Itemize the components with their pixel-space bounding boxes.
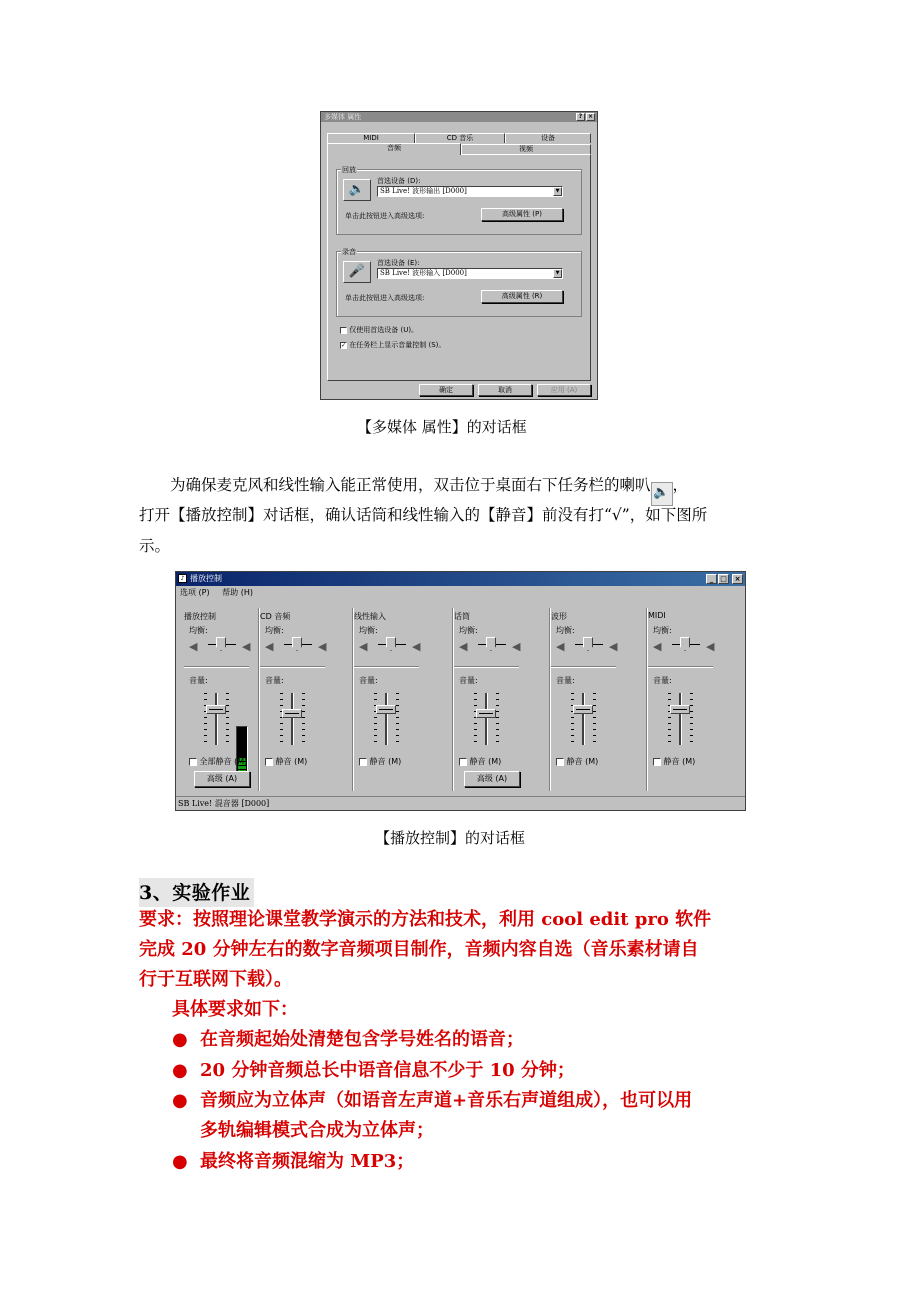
tab-midi[interactable]: MIDI — [327, 133, 415, 143]
paragraph-line-3: 示。 — [139, 537, 171, 555]
tab-video[interactable]: 视频 — [461, 144, 591, 154]
channel-separator — [258, 608, 260, 791]
volume-slider[interactable] — [376, 705, 396, 714]
volume-track — [679, 693, 682, 745]
show-volume-checkbox[interactable]: ✓ — [341, 341, 347, 349]
volume-slider[interactable] — [670, 705, 690, 714]
paragraph-line-2: 打开【播放控制】对话框，确认话筒和线性输入的【静音】前没有打“√”，如下图所 — [139, 506, 708, 524]
mute-label: 静音 (M) — [275, 757, 308, 766]
balance-slider[interactable] — [386, 637, 396, 651]
menu-bar — [176, 586, 745, 600]
volume-slider[interactable] — [573, 705, 593, 714]
chevron-down-icon[interactable]: ▼ — [553, 187, 562, 196]
mute-checkbox[interactable] — [189, 758, 197, 766]
mute-option[interactable] — [359, 756, 401, 767]
mute-checkbox[interactable] — [359, 758, 367, 766]
divider — [184, 666, 249, 668]
channel-title: 线性输入 — [354, 612, 386, 621]
volume-label: 音量: — [459, 676, 478, 685]
playback-advanced-button[interactable]: 高级属性 (P) — [481, 208, 563, 221]
menu-help[interactable]: 帮助 (H) — [222, 588, 253, 597]
speaker-right-icon: ◀ — [242, 640, 251, 653]
apply-button[interactable]: 应用 (A) — [537, 384, 591, 396]
requirement-line-2: 完成 20 分钟左右的数字音频项目制作，音频内容自选（音乐素材请自 — [139, 939, 699, 960]
speaker-left-icon: ◀ — [189, 640, 198, 653]
speaker-left-icon: ◀ — [459, 640, 468, 653]
volume-label: 音量: — [359, 676, 378, 685]
mute-checkbox[interactable] — [265, 758, 273, 766]
requirements-subheading: 具体要求如下： — [172, 999, 298, 1020]
volume-track — [291, 693, 294, 745]
audio-tab-panel — [327, 154, 591, 381]
balance-label: 均衡: — [359, 626, 378, 635]
mute-option[interactable] — [265, 756, 307, 767]
minimize-button[interactable]: _ — [706, 574, 717, 584]
show-volume-label: 在任务栏上显示音量控制 (S)。 — [349, 341, 446, 349]
caption-playback-dialog: 【播放控制】的对话框 — [375, 829, 526, 847]
tab-cd-music[interactable]: CD 音乐 — [415, 133, 505, 143]
mute-label: 静音 (M) — [369, 757, 402, 766]
mute-checkbox[interactable] — [653, 758, 661, 766]
maximize-button[interactable]: □ — [718, 574, 729, 584]
help-button[interactable]: ? — [576, 113, 585, 121]
mute-option[interactable] — [459, 756, 501, 767]
paragraph-line-1-text: 为确保麦克风和线性输入能正常使用，双击位于桌面右下任务栏的喇叭 — [170, 476, 651, 494]
channel-title: 话筒 — [454, 612, 470, 621]
mute-label: 静音 (M) — [663, 757, 696, 766]
mute-label: 全部静音 (M) — [199, 757, 248, 766]
mixer-channel — [454, 608, 544, 791]
app-icon: ♪ — [178, 574, 187, 583]
status-bar: SB Live! 混音器 [D000] — [176, 796, 745, 810]
balance-label: 均衡: — [653, 626, 672, 635]
volume-label: 音量: — [189, 676, 208, 685]
dialog-title: 多媒体 属性 — [324, 113, 362, 121]
balance-slider[interactable] — [583, 637, 593, 651]
paragraph-line-1-end: ， — [672, 476, 689, 494]
mixer-channel — [648, 608, 738, 791]
playback-device-label: 首选设备 (D): — [377, 177, 421, 185]
caption-multimedia-dialog: 【多媒体 属性】的对话框 — [357, 418, 527, 436]
volume-label: 音量: — [265, 676, 284, 685]
speaker-left-icon: ◀ — [653, 640, 662, 653]
volume-track — [215, 693, 218, 745]
speaker-left-icon: ◀ — [556, 640, 565, 653]
speaker-right-icon: ◀ — [318, 640, 327, 653]
preferred-only-label: 仅使用首选设备 (U)。 — [349, 326, 419, 334]
divider — [551, 666, 616, 668]
requirement-line-1: 要求：按照理论课堂教学演示的方法和技术，利用 cool edit pro 软件 — [139, 909, 712, 930]
close-button[interactable]: × — [587, 113, 594, 120]
playback-device-value: SB Live! 波形输出 [D000] — [380, 187, 467, 195]
advanced-button[interactable]: 高级 (A) — [464, 771, 520, 787]
speaker-right-icon: ◀ — [412, 640, 421, 653]
preferred-only-checkbox[interactable] — [340, 327, 347, 334]
volume-track — [582, 693, 585, 745]
mute-checkbox[interactable] — [556, 758, 564, 766]
advanced-button[interactable]: 高级 (A) — [194, 771, 250, 787]
microphone-icon: 🎤 — [343, 261, 371, 283]
volume-slider[interactable] — [282, 709, 302, 718]
mute-label: 静音 (M) — [469, 757, 502, 766]
bullet-dot-icon: ● — [172, 1151, 188, 1172]
speaker-right-icon: ◀ — [706, 640, 715, 653]
bullet-1: 在音频起始处清楚包含学号姓名的语音； — [200, 1029, 524, 1050]
channel-title: 波形 — [551, 612, 567, 621]
channel-title: CD 音频 — [260, 612, 291, 621]
chevron-down-icon[interactable]: ▼ — [553, 269, 562, 278]
tab-devices[interactable]: 设备 — [505, 133, 591, 143]
mixer-channel — [354, 608, 444, 791]
cancel-button[interactable]: 取消 — [478, 384, 532, 396]
dialog-title: 播放控制 — [190, 574, 222, 583]
record-device-value: SB Live! 波形输入 [D000] — [380, 269, 467, 277]
mixer-channel — [260, 608, 350, 791]
channel-separator — [549, 608, 551, 791]
channel-title: 播放控制 — [184, 612, 216, 621]
playback-control-dialog — [175, 571, 746, 811]
divider — [354, 666, 419, 668]
speaker-right-icon: ◀ — [512, 640, 521, 653]
section-heading: 3、实验作业 — [139, 878, 254, 907]
requirement-line-3: 行于互联网下载）。 — [139, 969, 292, 990]
channel-title: MIDI — [648, 611, 666, 620]
record-group-label: 录音 — [342, 248, 356, 256]
record-device-select[interactable] — [377, 268, 563, 279]
record-group — [336, 248, 582, 317]
volume-track — [385, 693, 388, 745]
dialog-title-bar — [176, 572, 745, 586]
dialog-title-bar — [321, 112, 597, 122]
record-device-label: 首选设备 (E): — [377, 259, 420, 267]
record-advanced-button[interactable]: 高级属性 (R) — [481, 290, 563, 303]
volume-label: 音量: — [556, 676, 575, 685]
show-volume-option[interactable] — [340, 340, 445, 350]
playback-device-select[interactable] — [377, 186, 563, 197]
bullet-2: 20 分钟音频总长中语音信息不少于 10 分钟； — [200, 1060, 575, 1081]
balance-slider[interactable] — [486, 637, 496, 651]
mute-option[interactable] — [653, 756, 695, 767]
bullet-3-line-2: 多轨编辑模式合成为立体声； — [200, 1120, 434, 1141]
playback-group-label: 回放 — [342, 166, 356, 174]
mute-checkbox[interactable] — [459, 758, 467, 766]
volume-track — [485, 693, 488, 745]
balance-label: 均衡: — [265, 626, 284, 635]
bullet-dot-icon: ● — [172, 1090, 188, 1111]
balance-slider[interactable] — [680, 637, 690, 651]
bullet-4: 最终将音频混缩为 MP3； — [200, 1151, 415, 1172]
mute-label: 静音 (M) — [566, 757, 599, 766]
multimedia-properties-dialog — [320, 111, 598, 400]
bullet-dot-icon: ● — [172, 1029, 188, 1050]
bullet-3-line-1: 音频应为立体声（如语音左声道+音乐右声道组成），也可以用 — [200, 1090, 693, 1111]
playback-advanced-hint: 单击此按钮进入高级选项: — [345, 212, 425, 220]
mixer-channel — [551, 608, 641, 791]
channel-separator — [452, 608, 454, 791]
volume-slider[interactable] — [206, 705, 226, 714]
tab-audio[interactable]: 音频 — [327, 143, 461, 155]
divider — [260, 666, 325, 668]
close-button[interactable]: × — [732, 574, 743, 584]
volume-slider[interactable] — [476, 709, 496, 718]
balance-label: 均衡: — [189, 626, 208, 635]
bullet-dot-icon: ● — [172, 1060, 188, 1081]
menu-options[interactable]: 选项 (P) — [180, 588, 210, 597]
speaker-icon: 🔈 — [343, 179, 371, 201]
playback-group — [336, 166, 582, 235]
divider — [648, 666, 713, 668]
mute-option[interactable] — [556, 756, 598, 767]
speaker-left-icon: ◀ — [359, 640, 368, 653]
channel-separator — [646, 608, 648, 791]
ok-button[interactable]: 确定 — [419, 384, 473, 396]
balance-label: 均衡: — [459, 626, 478, 635]
divider — [454, 666, 519, 668]
preferred-only-option[interactable] — [340, 325, 418, 335]
balance-label: 均衡: — [556, 626, 575, 635]
speaker-left-icon: ◀ — [265, 640, 274, 653]
mute-option[interactable] — [189, 756, 247, 767]
channel-separator — [352, 608, 354, 791]
balance-slider[interactable] — [216, 637, 226, 651]
volume-label: 音量: — [653, 676, 672, 685]
record-advanced-hint: 单击此按钮进入高级选项: — [345, 294, 425, 302]
volume-speaker-icon: 🔈 — [651, 482, 673, 506]
speaker-right-icon: ◀ — [609, 640, 618, 653]
balance-slider[interactable] — [292, 637, 302, 651]
